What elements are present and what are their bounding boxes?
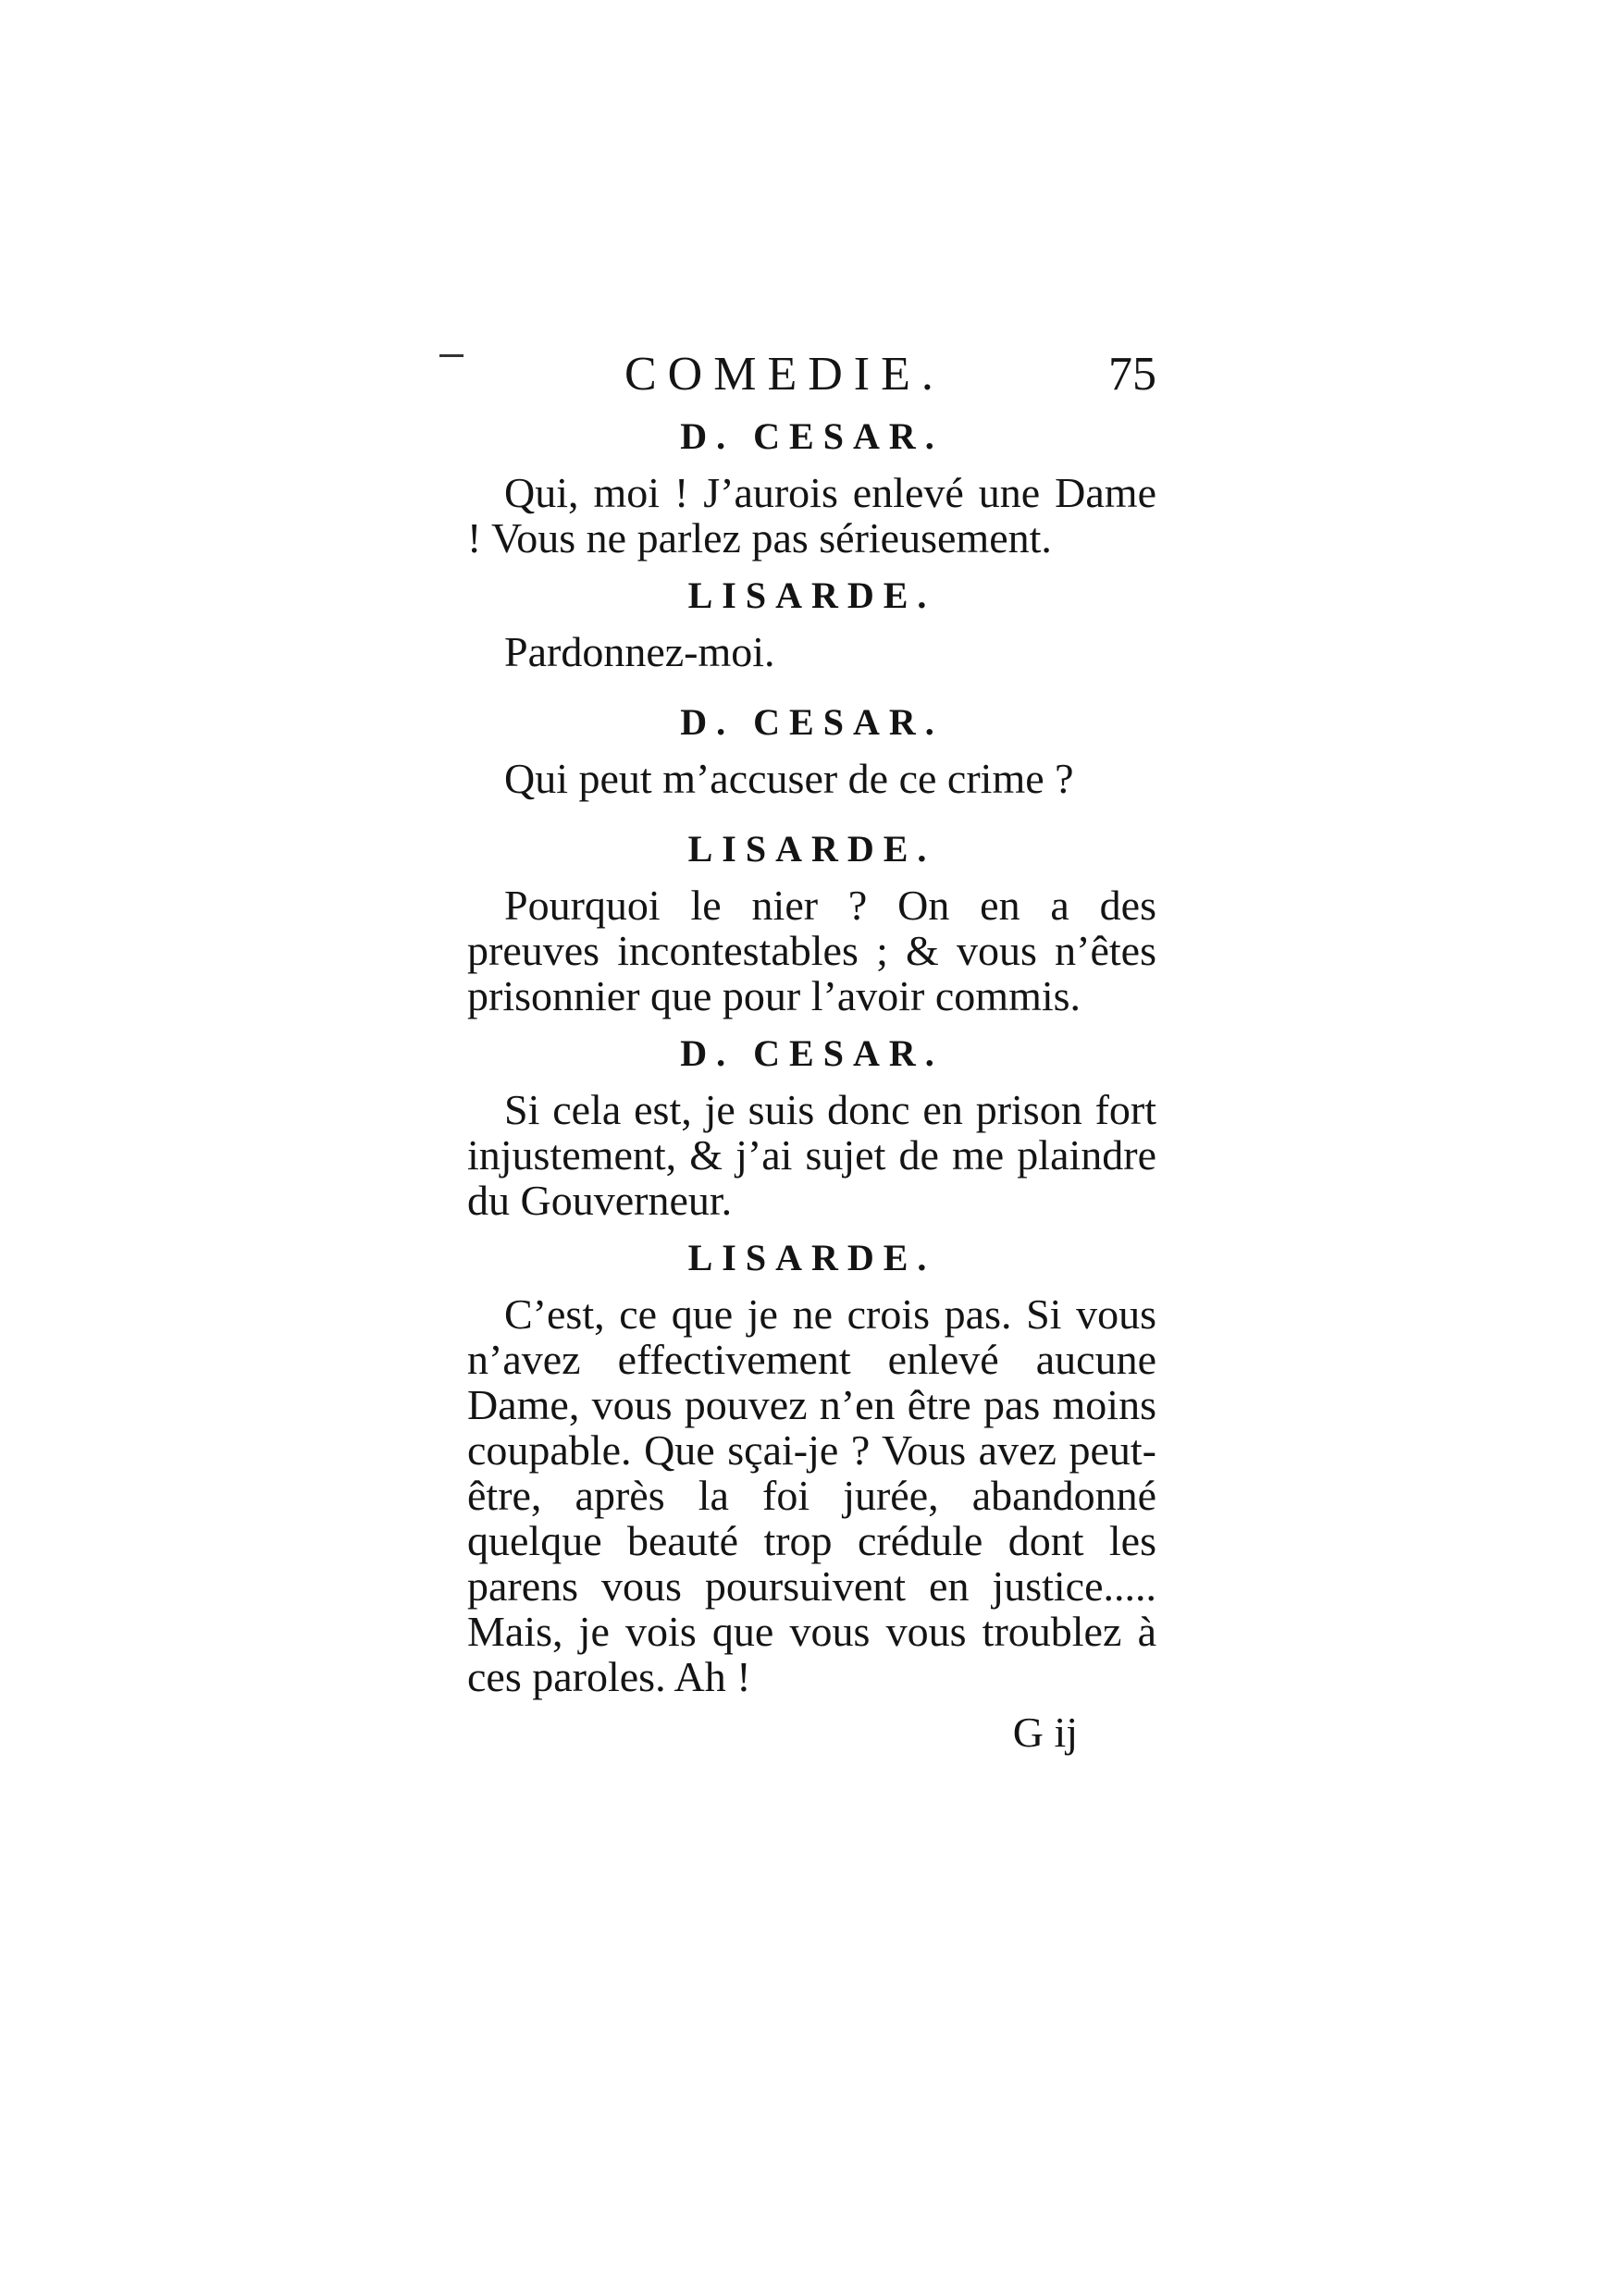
speaker-name: D. CESAR.: [680, 415, 944, 457]
speech-text: Qui, moi ! J’aurois enlevé une Dame ! Vous ne parlez pas sérieusement.: [467, 469, 1156, 562]
page-number: 75: [1108, 348, 1156, 401]
margin-mark: [439, 354, 463, 357]
speaker-name: LISARDE.: [687, 1237, 936, 1278]
signature-mark: G ij: [1012, 1709, 1078, 1756]
running-head: [467, 342, 1156, 407]
speech-text: Pardonnez-moi.: [504, 628, 775, 675]
speaker-name: LISARDE.: [687, 828, 936, 870]
running-title: COMEDIE.: [624, 348, 945, 401]
speaker-name: D. CESAR.: [680, 1032, 944, 1074]
speech-text: Pourquoi le nier ? On en a des preuves incontestables ; & vous n’êtes prisonnier que pour l’avoir commis.: [467, 882, 1156, 1019]
speech-text: Qui peut m’accuser de ce crime ?: [504, 755, 1074, 802]
speech-text: Si cela est, je suis donc en prison fort injustement, & j’ai sujet de me plaindre du Gouverneur.: [467, 1086, 1156, 1224]
text-column: [467, 342, 1156, 1759]
speech-text: C’est, ce que je ne crois pas. Si vous n’avez effectivement enlevé aucune Dame, vous pouvez n’en être pas moins coupable. Que sçai-je ? Vous avez peut-être, après la foi jurée, abandonné quelque beauté trop crédule dont les parens vous poursuivent en justice..... Mais, je vois que vous vous troublez à ces paroles. Ah !: [467, 1290, 1156, 1700]
speaker-name: D. CESAR.: [680, 701, 944, 743]
speaker-name: LISARDE.: [687, 574, 936, 616]
